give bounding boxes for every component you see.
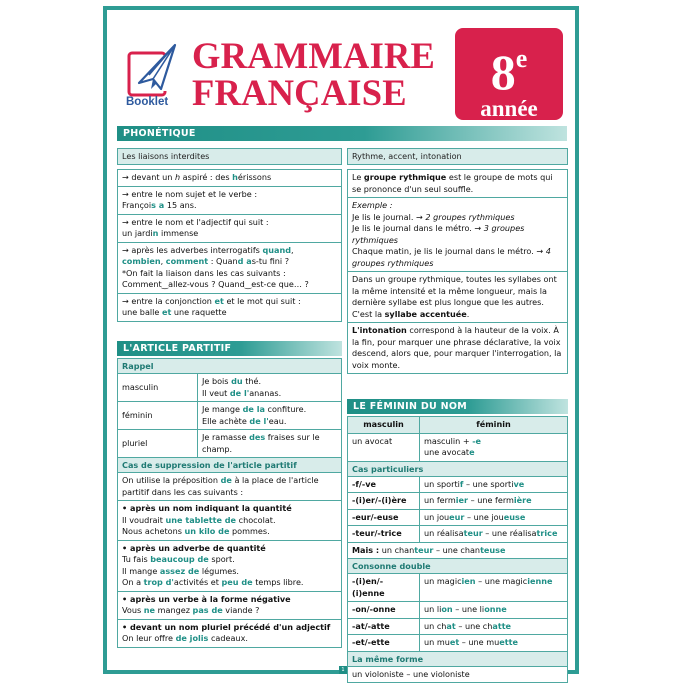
table-row: -f/-ve un sportif – une sportive — [347, 477, 568, 494]
section-feminin: LE FÉMININ DU NOM — [347, 399, 568, 414]
table-row: -on/-onne un lion – une lionne — [347, 602, 568, 619]
table-row: -et/-ette un muet – une muette — [347, 635, 568, 652]
section-article-partitif: L'ARTICLE PARTITIF — [117, 341, 342, 356]
meme-forme-title: La même forme — [347, 652, 568, 667]
page-number: 1 — [339, 666, 347, 674]
mais-row: Mais : un chanteur – une chanteuse — [347, 543, 568, 560]
table-row: -(i)en/-(i)enne un magicien – une magicienne — [347, 574, 568, 602]
section-phonetique: PHONÉTIQUE — [117, 126, 567, 141]
cas-suppression-title: Cas de suppression de l'article partitif — [117, 458, 342, 473]
liaison-row: → devant un h aspiré : des hérissons — [117, 169, 342, 187]
liaison-row: → entre le nom sujet et le verbe : François a 15 ans. — [117, 187, 342, 215]
rythme-examples: Exemple : Je lis le journal. → 2 groupes rythmiques Je lis le journal dans le métro. → 3 groupes rythmiques Chaque matin, je lis le journal dans le métro. → 4 groupes rythmiques — [347, 198, 568, 272]
article-box — [117, 358, 342, 648]
liaisons-title: Les liaisons interdites — [117, 148, 342, 165]
rythme-title: Rythme, accent, intonation — [347, 148, 568, 165]
rappel-title: Rappel — [117, 358, 342, 374]
rythme-definition: Le groupe rythmique est le groupe de mots qui se prononce d'un seul souffle. — [347, 169, 568, 198]
rythme-box — [347, 148, 568, 374]
feminin-box — [347, 416, 568, 683]
grade-word: année — [455, 97, 563, 121]
table-row: -(i)er/-(i)ère un fermier – une fermière — [347, 493, 568, 510]
cas-item: • devant un nom pluriel précédé d'un adjectif On leur offre de jolis cadeaux. — [117, 620, 342, 648]
grade-badge — [455, 28, 563, 120]
table-row: un avocat masculin + -e une avocate — [347, 434, 568, 462]
liaisons-box — [117, 148, 342, 322]
table-row: -at/-atte un chat – une chatte — [347, 619, 568, 636]
liaison-row: → entre la conjonction et et le mot qui suit : une balle et une raquette — [117, 294, 342, 322]
table-row: féminin Je mange de la confiture. Elle achète de l'eau. — [117, 402, 342, 430]
table-row: -teur/-trice un réalisateur – une réalisatrice — [347, 526, 568, 543]
rythme-intonation: L'intonation correspond à la hauteur de la voix. À la fin, pour marquer une phrase déclarative, la voix descend, alors que, pour marquer l'interrogation, la voix monte. — [347, 323, 568, 374]
page-title — [192, 37, 435, 111]
logo-text: Booklet — [126, 96, 168, 108]
title-line-1: GRAMMAIRE — [192, 37, 435, 74]
cas-item: • après un verbe à la forme négative Vous ne mangez pas de viande ? — [117, 592, 342, 620]
table-row: -eur/-euse un joueur – une joueuse — [347, 510, 568, 527]
cas-particuliers-title: Cas particuliers — [347, 462, 568, 477]
liaison-row: → après les adverbes interrogatifs quand, combien, comment : Quand as-tu fini ? *On fait la liaison dans les cas suivants : Comment‿allez-vous ? Quand‿est-ce que… ? — [117, 243, 342, 294]
table-row: pluriel Je ramasse des fraises sur le champ. — [117, 430, 342, 458]
page-frame — [103, 6, 579, 674]
grade-number: 8e — [455, 34, 563, 97]
rythme-syllabe: Dans un groupe rythmique, toutes les syllabes ont la même intensité et la même longueur, mais la dernière syllabe est plus longue que les autres. C'est la syllabe accentuée. — [347, 272, 568, 323]
cas-item: • après un nom indiquant la quantité Il voudrait une tablette de chocolat. Nous achetons un kilo de pommes. — [117, 501, 342, 541]
cas-item: • après un adverbe de quantité Tu fais beaucoup de sport. Il mange assez de légumes. On a trop d'activités et peu de temps libre. — [117, 541, 342, 592]
title-line-2: FRANÇAISE — [192, 74, 435, 111]
liaison-row: → entre le nom et l'adjectif qui suit : un jardin immense — [117, 215, 342, 243]
consonne-double-title: Consonne double — [347, 559, 568, 574]
table-row: masculin Je bois du thé. Il veut de l'ananas. — [117, 374, 342, 402]
meme-forme-row: un violoniste – une violoniste — [347, 667, 568, 683]
feminin-header-row: masculin féminin — [347, 416, 568, 434]
cas-intro: On utilise la préposition de à la place de l'article partitif dans les cas suivants : — [117, 473, 342, 501]
page — [107, 10, 575, 670]
